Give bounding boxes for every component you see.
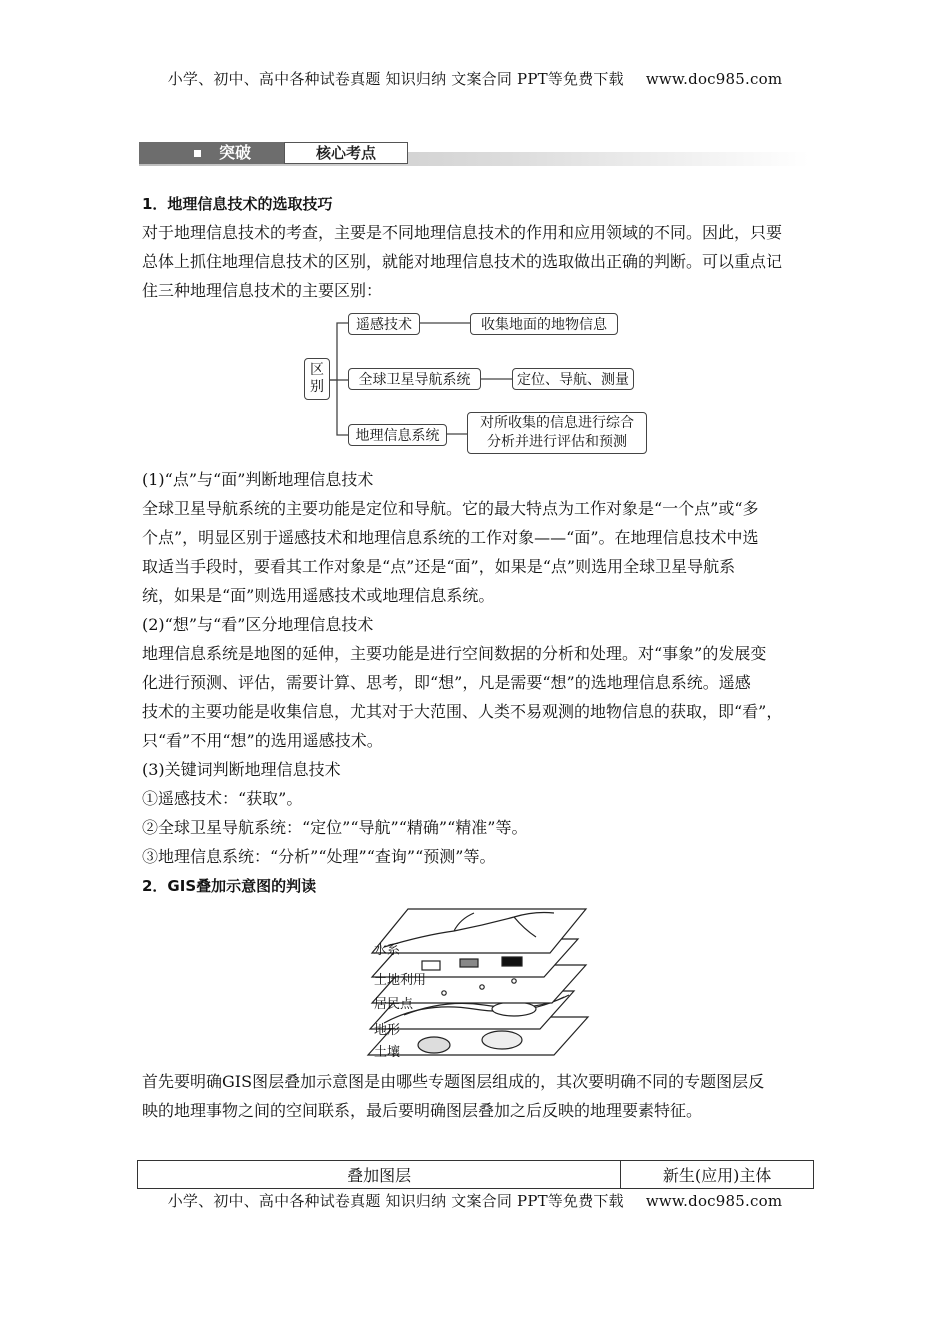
section1-intro-line: 总体上抓住地理信息技术的区别，就能对地理信息技术的选取做出正确的判断。可以重点记: [142, 252, 783, 271]
diagram-tech-box: 全球卫星导航系统: [348, 368, 481, 390]
page-header: [0, 68, 950, 89]
table-header-cell: 新生(应用)主体: [621, 1161, 814, 1189]
soil-patch: [418, 1037, 450, 1053]
terrain-hill: [492, 1002, 536, 1016]
sub1-line: 全球卫星导航系统的主要功能是定位和导航。它的最大特点为工作对象是“一个点”或“多: [142, 499, 759, 518]
sub2-title: (2)“想”与“看”区分地理信息技术: [142, 615, 374, 634]
diagram-desc-box: 定位、导航、测量: [512, 368, 634, 390]
header-url[interactable]: www.doc985.com: [645, 70, 783, 88]
footer-text: 小学、初中、高中各种试卷真题 知识归纳 文案合同 PPT等免费下载: [167, 1192, 624, 1210]
connector-line: [330, 323, 350, 380]
water-layer-plane: [372, 909, 586, 953]
sub3-item: ①遥感技术：“获取”。: [142, 789, 303, 808]
sub1-line: 统，如果是“面”则选用遥感技术或地理信息系统。: [142, 586, 495, 605]
section1-intro-line: 住三种地理信息技术的主要区别：: [142, 281, 383, 300]
diagram-root-char: 区: [310, 362, 324, 378]
page-footer: [0, 1190, 950, 1211]
gis-layer-label: 居民点: [374, 997, 414, 1012]
soil-patch: [482, 1031, 522, 1049]
diagram-root-char: 别: [310, 379, 324, 395]
table-row: [138, 1161, 814, 1189]
sub2-line: 只“看”不用“想”的选用遥感技术。: [142, 731, 383, 750]
landuse-parcel: [502, 957, 522, 966]
section2-title: 2．GIS叠加示意图的判读: [142, 877, 317, 895]
sub1-line: 取适当手段时，要看其工作对象是“点”还是“面”，如果是“点”则选用全球卫星导航系: [142, 557, 736, 576]
footer-url[interactable]: www.doc985.com: [645, 1192, 783, 1210]
diagram-root-box: [304, 358, 330, 400]
diagram-desc-line: 分析并进行评估和预测: [487, 434, 627, 450]
diagram-desc-box: [467, 412, 647, 454]
sub3-title: (3)关键词判断地理信息技术: [142, 760, 341, 779]
diagram-desc-line: 对所收集的信息进行综合: [480, 415, 634, 431]
gis-layer-label: 土地利用: [374, 973, 427, 988]
sub3-item: ③地理信息系统：“分析”“处理”“查询”“预测”等。: [142, 847, 496, 866]
diagram-tech-box: 遥感技术: [348, 313, 420, 335]
sub2-line: 化进行预测、评估，需要计算、思考，即“想”，凡是需要“想”的选地理信息系统。遥感: [142, 673, 751, 692]
sub3-item: ②全球卫星导航系统：“定位”“导航”“精确”“精准”等。: [142, 818, 528, 837]
diagram-tech-box: 地理信息系统: [348, 424, 447, 446]
connector-line: [330, 380, 350, 435]
sub2-line: 地理信息系统是地图的延伸，主要功能是进行空间数据的分析和处理。对“事象”的发展变: [142, 644, 767, 663]
gis-layer-label: 地形: [374, 1023, 401, 1038]
gis-layer-label: 水系: [374, 943, 401, 958]
banner-dark-tab: [139, 142, 284, 164]
overlay-table: [137, 1160, 814, 1189]
header-text: 小学、初中、高中各种试卷真题 知识归纳 文案合同 PPT等免费下载: [167, 70, 624, 88]
banner-label-2: 核心考点: [284, 142, 408, 164]
settlement-point: [480, 985, 484, 989]
settlement-point: [512, 979, 516, 983]
diagram-desc-box: 收集地面的地物信息: [470, 313, 618, 335]
section-banner: [139, 142, 809, 168]
section1-intro-line: 对于地理信息技术的考查，主要是不同地理信息技术的作用和应用领域的不同。因此，只要: [142, 223, 783, 242]
banner-label-1: 突破: [219, 143, 252, 162]
section1-title: 1．地理信息技术的选取技巧: [142, 195, 333, 213]
settlement-point: [442, 991, 446, 995]
sub1-line: 个点”，明显区别于遥感技术和地理信息系统的工作对象——“面”。在地理信息技术中选: [142, 528, 759, 547]
section2-line: 首先要明确GIS图层叠加示意图是由哪些专题图层组成的，其次要明确不同的专题图层反: [142, 1072, 765, 1091]
section2-line: 映的地理事物之间的空间联系，最后要明确图层叠加之后反映的地理要素特征。: [142, 1101, 703, 1120]
square-bullet-icon: [194, 150, 201, 157]
table-header-cell: 叠加图层: [138, 1161, 621, 1189]
gis-layer-label: 土壤: [374, 1045, 401, 1060]
landuse-parcel: [460, 959, 478, 967]
sub2-line: 技术的主要功能是收集信息，尤其对于大范围、人类不易观测的地物信息的获取，即“看”，: [142, 702, 783, 721]
sub1-title: (1)“点”与“面”判断地理信息技术: [142, 470, 374, 489]
gis-overlay-figure: [364, 905, 590, 1061]
